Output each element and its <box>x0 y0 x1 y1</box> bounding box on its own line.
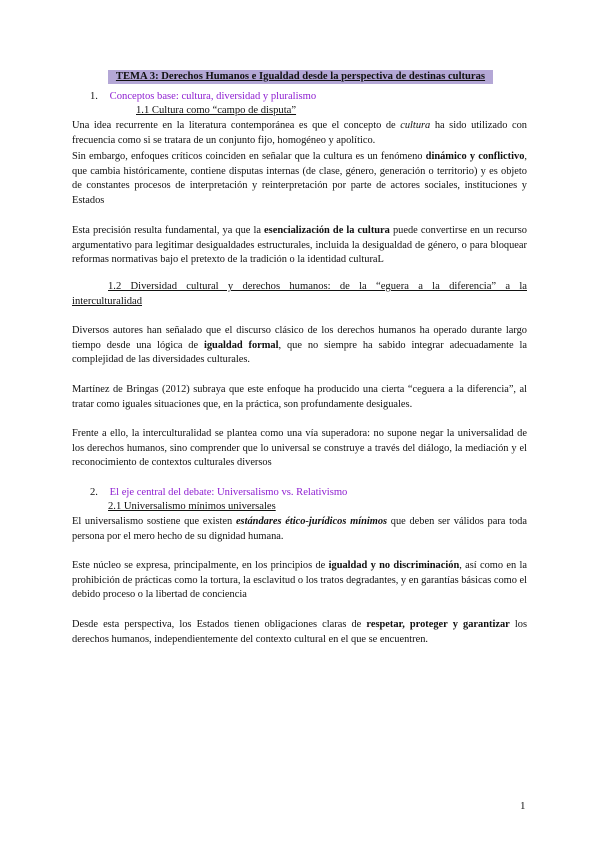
page-number: 1 <box>520 800 526 812</box>
subsection-1-2-line-2: interculturalidad <box>72 295 143 307</box>
paragraph-4-text-b: , que no siempre ha sabido integrar adecuadamente la complejidad de las diversidades culturales. <box>72 339 527 365</box>
section-1-heading <box>90 90 316 104</box>
paragraph-4-text-a: Diversos autores han señalado que el discurso clásico de los derechos humanos ha operado durante largo tiempo desde una lógica de <box>72 325 527 351</box>
paragraph-7-text-b: que deben ser válidos para toda persona por el mero hecho de su dignidad humana. <box>72 516 527 542</box>
paragraph-1-text-a: Una idea recurrente en la literatura contemporánea es que el concepto de <box>72 120 401 131</box>
paragraph-2-text-b: , que cambia históricamente, contiene disputas internas (de clase, género, generación o territorio) y es objeto de constantes procesos de interpretación y reinterpretación por parte de actores sociales, instituciones y Estados <box>72 151 528 206</box>
section-1-label: Conceptos base: cultura, diversidad y pluralismo <box>109 91 317 102</box>
paragraph-1-emphasis: cultura <box>400 120 431 131</box>
paragraph-3-text-a: Esta precisión resulta fundamental, ya que la <box>72 225 265 236</box>
paragraph-7-text-a: El universalismo sostiene que existen <box>72 516 236 527</box>
subsection-2-1-heading: 2.1 Universalismo mínimos universales <box>108 501 276 512</box>
subsection-1-2-line-1: 1.2 Diversidad cultural y derechos humanos: de la “eguera a la diferencia” a la <box>108 281 527 292</box>
paragraph-1-text-b: ha sido utilizado con frecuencia como si se tratara de un conjunto fijo, homogéneo y apolítico. <box>72 120 527 146</box>
paragraph-7-bold: estándares ético-jurídicos mínimos <box>235 516 388 527</box>
paragraph-3-text-b: puede convertirse en un recurso argumentativo para legitimar desigualdades estructurales, incluida la desigualdad de género, o para bloquear reformas normativas bajo el pretexto de la tradición o la identidad culturaL <box>72 225 527 265</box>
subsection-1-1-heading: 1.1 Cultura como “campo de disputa” <box>136 105 297 116</box>
paragraph-8-text-b: , así como en la prohibición de prácticas como la tortura, la esclavitud o los tratos degradantes, y en garantías básicas como el debido proceso o la libertad de conciencia <box>72 560 528 600</box>
paragraph-7 <box>72 515 527 544</box>
paragraph-9-bold: respetar, proteger y garantizar <box>366 619 510 630</box>
section-2-label: El eje central del debate: Universalismo vs. Relativismo <box>109 487 348 498</box>
paragraph-8-bold: igualdad y no discriminación <box>328 560 460 571</box>
paragraph-4-bold: igualdad formal <box>203 339 279 351</box>
section-1-number: 1. <box>90 91 98 102</box>
paragraph-2-text-a: Sin embargo, enfoques críticos coinciden en señalar que la cultura es un fenómeno <box>72 151 426 162</box>
paragraph-2-bold: dinámico y conflictivo <box>425 151 525 162</box>
section-2-number: 2. <box>90 487 98 498</box>
paragraph-2 <box>72 150 527 208</box>
section-2-heading <box>90 486 347 500</box>
paragraph-6: Frente a ello, la interculturalidad se plantea como una vía superadora: no supone negar la universalidad de los derechos humanos, sino comprender que lo universal se construye a través del diálogo, la mediación y el reconocimiento de contextos culturales diversos <box>72 428 527 468</box>
paragraph-1 <box>72 119 527 148</box>
paragraph-9 <box>72 618 527 647</box>
paragraph-4 <box>72 324 527 368</box>
paragraph-9-text-a: Desde esta perspectiva, los Estados tienen obligaciones claras de <box>72 619 367 630</box>
paragraph-9-text-b: los derechos humanos, independientemente del contexto cultural en el que se encuentren. <box>72 619 528 645</box>
paragraph-3 <box>72 224 527 268</box>
paragraph-8-text-a: Este núcleo se expresa, principalmente, en los principios de <box>72 560 329 571</box>
subsection-1-2-heading <box>72 280 527 309</box>
paragraph-5: Martínez de Bringas (2012) subraya que este enfoque ha producido una cierta “ceguera a la diferencia”, al tratar como iguales situaciones que, en la práctica, son profundamente desiguales. <box>72 384 527 410</box>
document-title: TEMA 3: Derechos Humanos e Igualdad desde la perspectiva de destinas culturas <box>108 70 493 84</box>
paragraph-3-bold: esencialización de la cultura <box>264 225 390 236</box>
paragraph-8 <box>72 559 527 603</box>
